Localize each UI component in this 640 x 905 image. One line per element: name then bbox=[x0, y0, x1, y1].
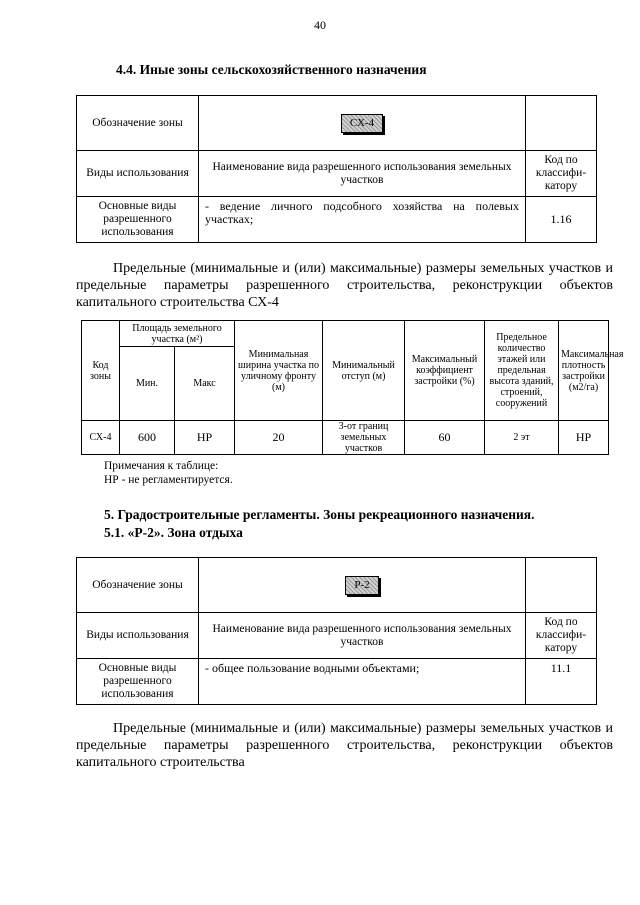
col-header-code: Код по классифи-катору bbox=[526, 613, 597, 659]
paragraph-r2-limits: Предельные (минимальные и (или) максимальные) размеры земельных участков и предельные параметры разрешенного строительства, реконструкции объектов капитального строительства bbox=[76, 721, 613, 770]
col-header-code: Код по классифи-катору bbox=[526, 151, 597, 197]
zone-code-badge: Р-2 bbox=[345, 576, 378, 595]
zone-code-cell bbox=[199, 558, 526, 613]
params-header-floors: Предельное количество этажей или предельная высота зданий, строений, сооружений bbox=[485, 321, 559, 421]
params-header-setback: Минимальный отступ (м) bbox=[323, 321, 405, 421]
params-header-density: Максимальная плотность застройки (м2/га) bbox=[559, 321, 609, 421]
params-coverage: 60 bbox=[405, 421, 485, 455]
zone-label-cell: Обозначение зоны bbox=[77, 558, 199, 613]
params-header-zone-code: Код зоны bbox=[82, 321, 120, 421]
params-header-width: Минимальная ширина участка по уличному фронту (м) bbox=[235, 321, 323, 421]
col-header-use-types: Виды использования bbox=[77, 613, 199, 659]
page-number: 40 bbox=[314, 18, 326, 32]
params-header-area: Площадь земельного участка (м²) bbox=[120, 321, 235, 347]
row-use-code: 11.1 bbox=[526, 659, 597, 705]
params-width: 20 bbox=[235, 421, 323, 455]
row-label-main-uses: Основные виды разрешенного использования bbox=[77, 659, 199, 705]
zone-table-cx4 bbox=[76, 95, 597, 243]
params-floors: 2 эт bbox=[485, 421, 559, 455]
col-header-use-name: Наименование вида разрешенного использования земельных участков bbox=[199, 613, 526, 659]
zone-code-cell bbox=[199, 96, 526, 151]
params-header-coverage: Максимальный коэффициент застройки (%) bbox=[405, 321, 485, 421]
params-zone: СХ-4 bbox=[82, 421, 120, 455]
row-use-code: 1.16 bbox=[526, 197, 597, 243]
row-label-main-uses: Основные виды разрешенного использования bbox=[77, 197, 199, 243]
zone-label-cell: Обозначение зоны bbox=[77, 96, 199, 151]
params-max-area: НР bbox=[175, 421, 235, 455]
zone-table-r2 bbox=[76, 557, 597, 705]
zone-code-badge: СХ-4 bbox=[341, 114, 383, 133]
paragraph-cx4-limits: Предельные (минимальные и (или) максимальные) размеры земельных участков и предельные параметры разрешенного строительства, реконструкции объектов капитального строительства СХ-4 bbox=[76, 261, 613, 310]
col-header-use-types: Виды использования bbox=[77, 151, 199, 197]
params-header-max: Макс bbox=[175, 347, 235, 421]
params-min-area: 600 bbox=[120, 421, 175, 455]
section-5-1-heading: 5.1. «Р-2». Зона отдыха bbox=[104, 525, 243, 540]
notes-text: НР - не регламентируется. bbox=[104, 474, 233, 486]
row-use-description: - ведение личного подсобного хозяйства на полевых участках; bbox=[199, 197, 526, 243]
params-density: НР bbox=[559, 421, 609, 455]
params-header-min: Мин. bbox=[120, 347, 175, 421]
section-4-4-heading: 4.4. Иные зоны сельскохозяйственного назначения bbox=[116, 62, 427, 77]
notes-title: Примечания к таблице: bbox=[104, 460, 219, 472]
params-setback: 3-от границ земельных участков bbox=[323, 421, 405, 455]
section-5-heading: 5. Градостроительные регламенты. Зоны рекреационного назначения. bbox=[104, 507, 535, 522]
col-header-use-name: Наименование вида разрешенного использования земельных участков bbox=[199, 151, 526, 197]
params-table-cx4 bbox=[81, 320, 624, 455]
row-use-description: - общее пользование водными объектами; bbox=[199, 659, 526, 705]
